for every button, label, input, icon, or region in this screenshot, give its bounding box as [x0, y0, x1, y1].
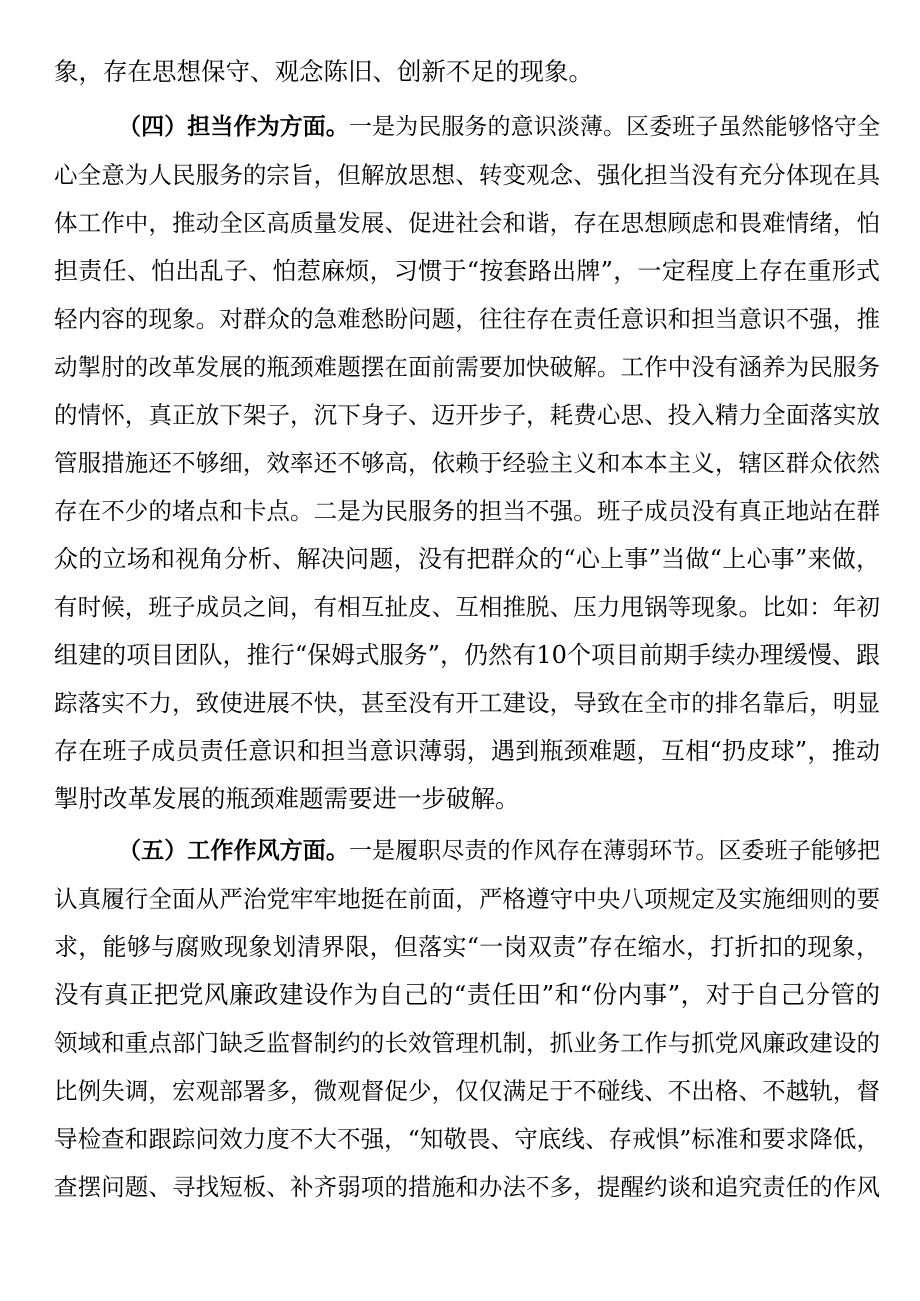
text-line: 体工作中，推动全区高质量发展、促进社会和谐，存在思想顾虑和畏难情绪，怕 [54, 209, 880, 237]
text-line: 没有真正把党风廉政建设作为自己的“责任田”和“份内事”，对于自己分管的 [54, 980, 880, 1009]
text-line: 查摆问题、寻找短板、补齐弱项的措施和办法不多，提醒约谈和追究责任的作风 [54, 1173, 880, 1201]
text-line: 的情怀，真正放下架子，沉下身子、迈开步子，耗费心思、投入精力全面落实放 [54, 401, 880, 429]
text-line: 动掣肘的改革发展的瓶颈难题摆在面前需要加快破解。工作中没有涵养为民服务 [54, 353, 880, 381]
text-line: 领域和重点部门缺乏监督制约的长效管理机制，抓业务工作与抓党风廉政建设的 [54, 1029, 880, 1057]
section-heading: （五）工作作风方面。 [118, 838, 349, 864]
text-line: 有时候，班子成员之间，有相互扯皮、互相推脱、压力甩锅等现象。比如：年初 [54, 593, 880, 621]
text-line: 众的立场和视角分析、解决问题，没有把群众的“心上事”当做“上心事”来做， [54, 545, 880, 573]
text-line: 管服措施还不够细，效率还不够高，依赖于经验主义和本本主义，辖区群众依然 [54, 449, 880, 477]
text-line: 存在不少的堵点和卡点。二是为民服务的担当不强。班子成员没有真正地站在群 [54, 497, 880, 525]
text-line: 认真履行全面从严治党牢牢地挺在前面，严格遵守中央八项规定及实施细则的要 [54, 885, 880, 913]
text-line: 担责任、怕出乱子、怕惹麻烦，习惯于“按套路出牌”，一定程度上存在重形式 [54, 257, 880, 285]
text-line: 轻内容的现象。对群众的急难愁盼问题，往往存在责任意识和担当意识不强，推 [54, 305, 880, 333]
section-4-first-line: （四）担当作为方面。一是为民服务的意识淡薄。区委班子虽然能够恪守全 [118, 114, 880, 140]
text-line: 组建的项目团队，推行“保姆式服务”，仍然有10个项目前期手续办理缓慢、跟 [54, 641, 880, 669]
text-line: 求，能够与腐败现象划清界限，但落实“一岗双责”存在缩水，打折扣的现象， [54, 933, 880, 961]
text-line: 心全意为人民服务的宗旨，但解放思想、转变观念、强化担当没有充分体现在具 [54, 161, 880, 189]
section-5-first-line: （五）工作作风方面。一是履职尽责的作风存在薄弱环节。区委班子能够把 [118, 838, 880, 864]
text-line: 踪落实不力，致使进展不快，甚至没有开工建设，导致在全市的排名靠后，明显 [54, 689, 880, 717]
text-line: 比例失调，宏观部署多，微观督促少，仅仅满足于不碰线、不出格、不越轨，督 [54, 1077, 880, 1105]
text-line: 象，存在思想保守、观念陈旧、创新不足的现象。 [54, 57, 593, 86]
section-heading: （四）担当作为方面。 [118, 114, 349, 140]
text-line: 掣肘改革发展的瓶颈难题需要进一步破解。 [54, 784, 520, 813]
text-line: 导检查和跟踪问效力度不大不强，“知敬畏、守底线、存戒惧”标准和要求降低， [54, 1125, 880, 1153]
text-line: 存在班子成员责任意识和担当意识薄弱，遇到瓶颈难题，互相“扔皮球”，推动 [54, 737, 880, 765]
